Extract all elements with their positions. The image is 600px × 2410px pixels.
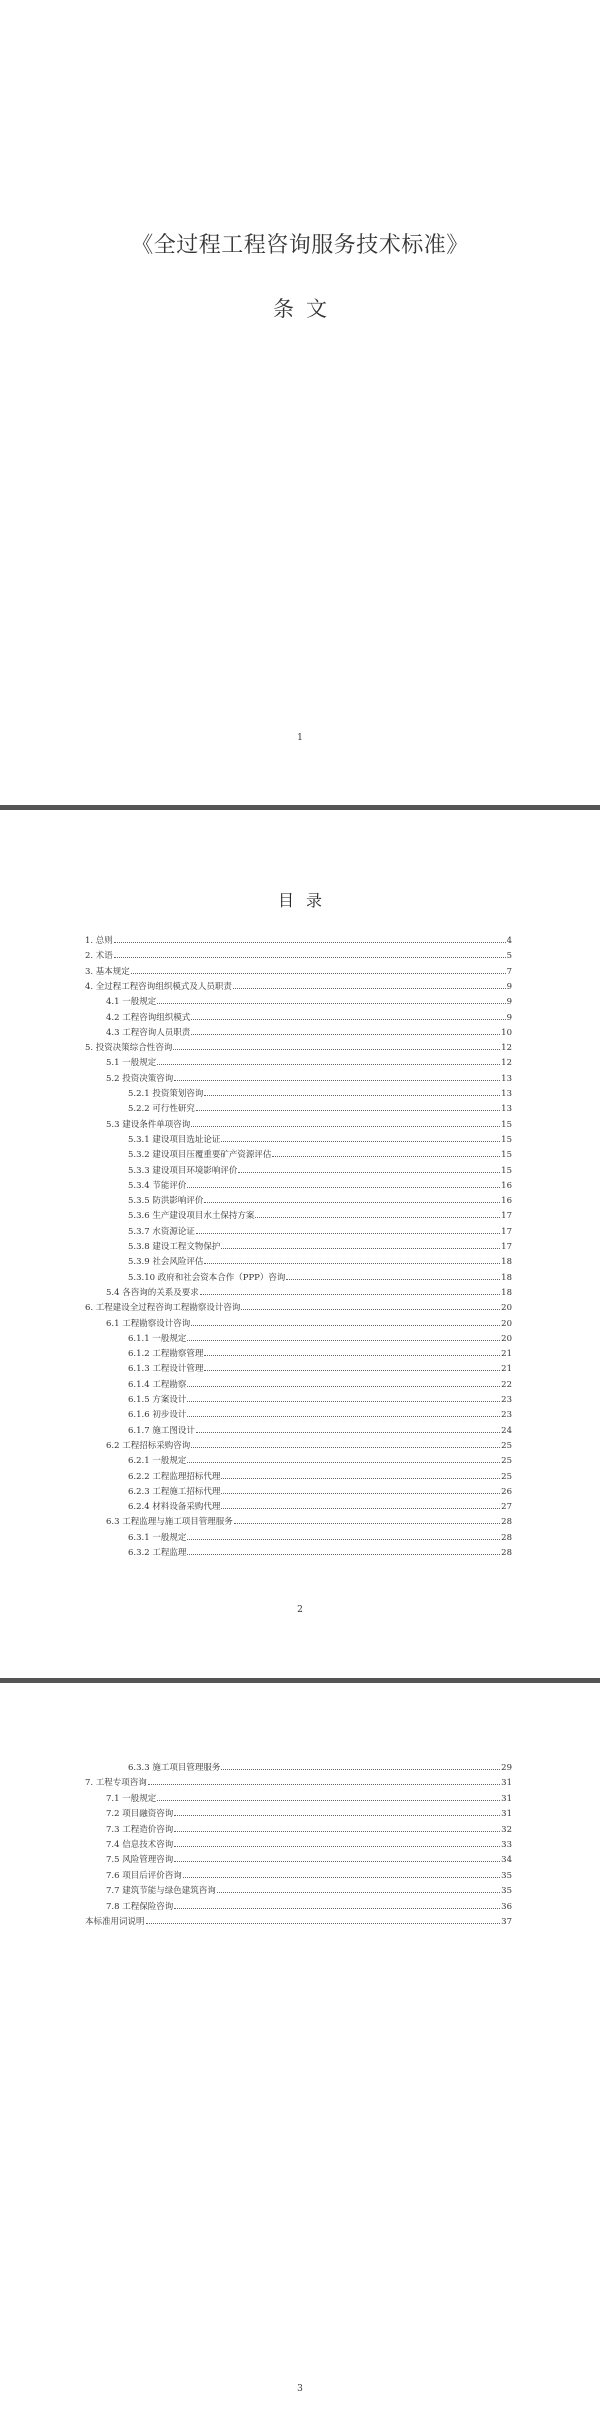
toc-leader-dots [286, 1279, 500, 1280]
toc-entry[interactable] [106, 1517, 512, 1528]
toc-entry-label: 4.1 一般规定 [106, 997, 157, 1008]
toc-entry-page: 35 [501, 1870, 512, 1881]
toc-entry[interactable] [128, 1763, 512, 1774]
toc-leader-dots [174, 1815, 500, 1816]
toc-entry-label: 5.3.6 生产建设项目水土保持方案 [128, 1211, 255, 1222]
toc-leader-dots [221, 1141, 500, 1142]
toc-leader-dots [187, 1554, 500, 1555]
toc-entry[interactable] [128, 1150, 512, 1161]
toc-entry-page: 17 [501, 1226, 512, 1237]
toc-entry-label: 6.1.6 初步设计 [128, 1410, 187, 1421]
toc-entry-label: 4.2 工程咨询组织模式 [106, 1012, 191, 1023]
toc-entry-label: 6. 工程建设全过程咨询工程勘察设计咨询 [85, 1303, 241, 1314]
toc-entry-page: 18 [501, 1287, 512, 1298]
toc-entry-page: 31 [501, 1793, 512, 1804]
toc-leader-dots [187, 1539, 500, 1540]
toc-entry[interactable] [106, 1886, 512, 1897]
toc-leader-dots [221, 1769, 500, 1770]
toc-entry[interactable] [85, 936, 512, 947]
toc-entry-page: 15 [501, 1119, 512, 1130]
toc-leader-dots [174, 1908, 500, 1909]
toc-entry-page: 17 [501, 1211, 512, 1222]
toc-entry[interactable] [128, 1273, 512, 1284]
toc-entry-page: 28 [501, 1532, 512, 1543]
toc-entry-label: 本标准用词说明 [85, 1917, 145, 1927]
toc-leader-dots [174, 1831, 500, 1832]
toc-entry[interactable] [128, 1104, 512, 1115]
document-subtitle: 条文 [273, 297, 339, 321]
toc-entry[interactable] [128, 1426, 512, 1437]
toc-leader-dots [146, 1923, 501, 1924]
toc-entry[interactable] [85, 1303, 512, 1314]
toc-entry-page: 31 [501, 1778, 512, 1789]
toc-leader-dots [221, 1478, 500, 1479]
toc-entry-label: 5.2 投资决策咨询 [106, 1073, 174, 1084]
toc-entry[interactable] [106, 1319, 512, 1330]
page-1 [0, 0, 600, 805]
toc-leader-dots [174, 1080, 500, 1081]
toc-entry-page: 33 [501, 1840, 512, 1850]
toc-entry[interactable] [85, 1778, 512, 1789]
toc-entry[interactable] [85, 1917, 512, 1928]
toc-entry[interactable] [128, 1135, 512, 1146]
toc-entry-page: 15 [501, 1150, 512, 1161]
toc-entry-page: 5 [506, 951, 512, 962]
toc-entry-page: 24 [501, 1425, 512, 1436]
toc-entry[interactable] [128, 1472, 512, 1483]
toc-leader-dots [114, 957, 506, 958]
toc-entry-page: 34 [501, 1855, 512, 1866]
toc-leader-dots [174, 1861, 500, 1862]
toc-entry[interactable] [106, 1902, 512, 1913]
toc-entry[interactable] [85, 967, 512, 978]
toc-leader-dots [241, 1309, 500, 1310]
toc-leader-dots [200, 1294, 500, 1295]
toc-entry-page: 15 [501, 1165, 512, 1176]
toc-entry-page: 18 [501, 1257, 512, 1268]
toc-entry-page: 23 [501, 1410, 512, 1421]
toc-leader-dots [204, 1355, 500, 1356]
toc-entry[interactable] [128, 1089, 512, 1100]
toc-entry-page: 21 [501, 1349, 512, 1360]
toc-entry[interactable] [106, 1825, 512, 1836]
toc-entry-page: 25 [501, 1471, 512, 1482]
toc-entry[interactable] [106, 1809, 512, 1820]
toc-entry-label: 3. 基本规定 [85, 966, 130, 977]
toc-entry-label: 6.3 工程监理与施工项目管理服务 [106, 1517, 233, 1528]
toc-entry-page: 27 [501, 1502, 512, 1513]
toc-entry-label: 7.1 一般规定 [106, 1793, 157, 1804]
page-3 [0, 1683, 600, 2410]
toc-entry-page: 9 [506, 1012, 512, 1023]
toc-leader-dots [238, 1172, 500, 1173]
toc-entry-page: 21 [501, 1364, 512, 1375]
toc-entry-page: 28 [501, 1517, 512, 1528]
toc-heading: 目录 [277, 891, 334, 910]
toc-entry-page: 22 [501, 1379, 512, 1390]
page-number: 2 [297, 1605, 303, 1615]
toc-leader-dots [157, 1003, 505, 1004]
toc-entry-page: 25 [501, 1456, 512, 1467]
toc-entry-label: 7.8 工程保险咨询 [106, 1901, 174, 1912]
toc-leader-dots [157, 1800, 500, 1801]
toc-leader-dots [191, 1126, 500, 1127]
toc-leader-dots [255, 1217, 500, 1218]
page-number: 3 [297, 2384, 303, 2394]
toc-entry-label: 5.3.4 节能评价 [128, 1180, 187, 1191]
toc-entry-page: 32 [501, 1824, 512, 1835]
toc-entry[interactable] [85, 1043, 512, 1054]
toc-entry-page: 12 [501, 1043, 512, 1054]
toc-entry[interactable] [106, 1013, 512, 1024]
toc-entry-label: 5.3.2 建设项目压覆重要矿产资源评估 [128, 1150, 272, 1161]
toc-entry-label: 7.7 建筑节能与绿色建筑咨询 [106, 1886, 216, 1897]
toc-entry[interactable] [106, 1855, 512, 1866]
toc-entry[interactable] [128, 1548, 512, 1559]
toc-leader-dots [187, 1340, 500, 1341]
toc-leader-dots [217, 1892, 500, 1893]
toc-entry[interactable] [128, 1181, 512, 1192]
toc-entry-label: 6.3.1 一般规定 [128, 1532, 187, 1543]
toc-leader-dots [221, 1248, 500, 1249]
toc-entry-page: 17 [501, 1242, 512, 1252]
toc-entry[interactable] [106, 1794, 512, 1805]
toc-entry-page: 9 [506, 997, 512, 1008]
toc-entry-page: 28 [501, 1548, 512, 1558]
toc-entry[interactable] [106, 1441, 512, 1452]
toc-entry-page: 16 [501, 1196, 512, 1207]
toc-entry[interactable] [106, 1288, 512, 1299]
toc-entry-page: 12 [501, 1058, 512, 1069]
toc-entry-page: 35 [501, 1886, 512, 1897]
toc-leader-dots [204, 1095, 500, 1096]
toc-entry[interactable] [128, 1487, 512, 1498]
toc-leader-dots [131, 973, 506, 974]
toc-entry-page: 4 [506, 936, 512, 946]
toc-entry[interactable] [106, 1074, 512, 1085]
toc-entry-page: 36 [501, 1901, 512, 1912]
toc-entry-label: 6.3.3 施工项目管理服务 [128, 1763, 221, 1773]
toc-leader-dots [272, 1156, 500, 1157]
toc-entry-page: 7 [506, 966, 512, 977]
toc-leader-dots [187, 1386, 500, 1387]
toc-entry-label: 7.5 风险管理咨询 [106, 1855, 174, 1866]
toc-entry[interactable] [128, 1211, 512, 1222]
toc-leader-dots [114, 942, 506, 943]
toc-entry-label: 6.1.1 一般规定 [128, 1333, 187, 1344]
toc-entry-label: 2. 术语 [85, 951, 113, 962]
toc-entry-page: 31 [501, 1809, 512, 1820]
toc-entry[interactable] [128, 1502, 512, 1513]
toc-leader-dots [196, 1432, 500, 1433]
toc-entry-label: 6.2.2 工程监理招标代理 [128, 1471, 221, 1482]
toc-entry[interactable] [128, 1242, 512, 1253]
toc-entry-page: 13 [501, 1089, 512, 1099]
toc-entry[interactable] [128, 1410, 512, 1421]
toc-entry-label: 7.3 工程造价咨询 [106, 1824, 174, 1835]
toc-entry-page: 26 [501, 1486, 512, 1497]
toc-leader-dots [148, 1784, 500, 1785]
toc-entry-label: 6.2.1 一般规定 [128, 1456, 187, 1467]
toc-entry[interactable] [128, 1533, 512, 1544]
toc-entry-label: 5.3.8 建设工程文物保护 [128, 1242, 221, 1252]
toc-entry-label: 6.3.2 工程监理 [128, 1548, 187, 1558]
toc-leader-dots [204, 1370, 500, 1371]
toc-leader-dots [204, 1202, 500, 1203]
toc-entry-page: 13 [501, 1073, 512, 1084]
toc-entry-label: 6.1.7 施工图设计 [128, 1425, 195, 1436]
toc-entry-label: 5.3.1 建设项目选址论证 [128, 1134, 221, 1145]
toc-entry-page: 20 [501, 1303, 512, 1314]
toc-entry[interactable] [106, 1120, 512, 1131]
toc-leader-dots [221, 1493, 500, 1494]
toc-leader-dots [187, 1401, 500, 1402]
toc-entry-page: 37 [501, 1917, 512, 1927]
toc-leader-dots [191, 1325, 500, 1326]
toc-entry[interactable] [106, 1871, 512, 1882]
toc-entry-page: 13 [501, 1104, 512, 1115]
toc-leader-dots [183, 1877, 500, 1878]
toc-entry-label: 5.1 一般规定 [106, 1058, 157, 1069]
toc-entry-label: 4.3 工程咨询人员职责 [106, 1027, 191, 1038]
toc-entry[interactable] [106, 1058, 512, 1069]
toc-entry-label: 5. 投资决策综合性咨询 [85, 1043, 173, 1054]
toc-entry[interactable] [128, 1349, 512, 1360]
toc-entry-page: 18 [501, 1272, 512, 1283]
toc-entry-label: 6.1.5 方案设计 [128, 1395, 187, 1405]
toc-entry-page: 16 [501, 1180, 512, 1191]
toc-entry[interactable] [85, 982, 512, 993]
toc-leader-dots [187, 1416, 500, 1417]
toc-entry-page: 29 [501, 1763, 512, 1773]
toc-entry-label: 5.3.3 建设项目环境影响评价 [128, 1165, 238, 1176]
toc-entry-label: 1. 总则 [85, 936, 113, 946]
toc-entry[interactable] [128, 1196, 512, 1207]
toc-entry-page: 20 [501, 1318, 512, 1329]
toc-entry-label: 6.1.2 工程勘察管理 [128, 1349, 204, 1360]
toc-leader-dots [191, 1034, 500, 1035]
toc-entry-label: 7.4 信息技术咨询 [106, 1840, 174, 1850]
toc-entry[interactable] [128, 1257, 512, 1268]
toc-leader-dots [196, 1233, 500, 1234]
toc-entry-label: 4. 全过程工程咨询组织模式及人员职责 [85, 981, 232, 992]
toc-entry-page: 25 [501, 1440, 512, 1451]
toc-entry-label: 5.2.1 投资策划咨询 [128, 1089, 204, 1099]
toc-entry-label: 6.1.4 工程勘察 [128, 1379, 187, 1390]
toc-entry-page: 20 [501, 1333, 512, 1344]
toc-entry-label: 7. 工程专项咨询 [85, 1778, 147, 1789]
toc-entry-label: 6.2.3 工程施工招标代理 [128, 1486, 221, 1497]
toc-entry-label: 5.2.2 可行性研究 [128, 1104, 195, 1115]
document-title: 《全过程工程咨询服务技术标准》 [131, 233, 469, 258]
toc-entry[interactable] [128, 1166, 512, 1177]
toc-entry[interactable] [106, 1840, 512, 1851]
toc-entry-page: 9 [506, 981, 512, 992]
toc-leader-dots [157, 1064, 500, 1065]
toc-leader-dots [187, 1187, 500, 1188]
toc-entry-label: 5.3.9 社会风险评估 [128, 1257, 204, 1268]
toc-entry-label: 5.3.7 水资源论证 [128, 1226, 195, 1237]
toc-entry[interactable] [128, 1364, 512, 1375]
toc-entry[interactable] [106, 1028, 512, 1039]
toc-entry-label: 7.6 项目后评价咨询 [106, 1870, 182, 1881]
toc-leader-dots [204, 1263, 500, 1264]
toc-entry-label: 5.3 建设条件单项咨询 [106, 1119, 191, 1130]
toc-entry-page: 23 [501, 1395, 512, 1405]
toc-entry[interactable] [128, 1456, 512, 1467]
toc-leader-dots [234, 1523, 500, 1524]
toc-entry-label: 6.2 工程招标采购咨询 [106, 1440, 191, 1451]
toc-leader-dots [196, 1110, 500, 1111]
page-number: 1 [297, 733, 303, 743]
toc-entry-page: 10 [501, 1027, 512, 1038]
toc-entry-page: 15 [501, 1134, 512, 1145]
toc-entry[interactable] [106, 997, 512, 1008]
toc-leader-dots [174, 1846, 500, 1847]
toc-leader-dots [191, 1019, 505, 1020]
toc-leader-dots [173, 1049, 500, 1050]
toc-entry[interactable] [128, 1334, 512, 1345]
toc-entry-label: 7.2 项目融资咨询 [106, 1809, 174, 1820]
toc-leader-dots [191, 1447, 500, 1448]
toc-entry[interactable] [85, 951, 512, 962]
toc-leader-dots [187, 1462, 500, 1463]
toc-entry[interactable] [128, 1380, 512, 1391]
toc-entry-label: 5.3.10 政府和社会资本合作（PPP）咨询 [128, 1272, 286, 1283]
toc-entry-label: 6.2.4 材料设备采购代理 [128, 1502, 221, 1513]
toc-entry[interactable] [128, 1395, 512, 1406]
toc-entry-label: 6.1.3 工程设计管理 [128, 1364, 204, 1375]
toc-entry-label: 5.3.5 防洪影响评价 [128, 1196, 204, 1207]
toc-entry[interactable] [128, 1227, 512, 1238]
toc-entry-label: 5.4 各咨询的关系及要求 [106, 1287, 199, 1298]
toc-leader-dots [233, 988, 506, 989]
toc-entry-label: 6.1 工程勘察设计咨询 [106, 1318, 191, 1329]
toc-leader-dots [221, 1508, 500, 1509]
